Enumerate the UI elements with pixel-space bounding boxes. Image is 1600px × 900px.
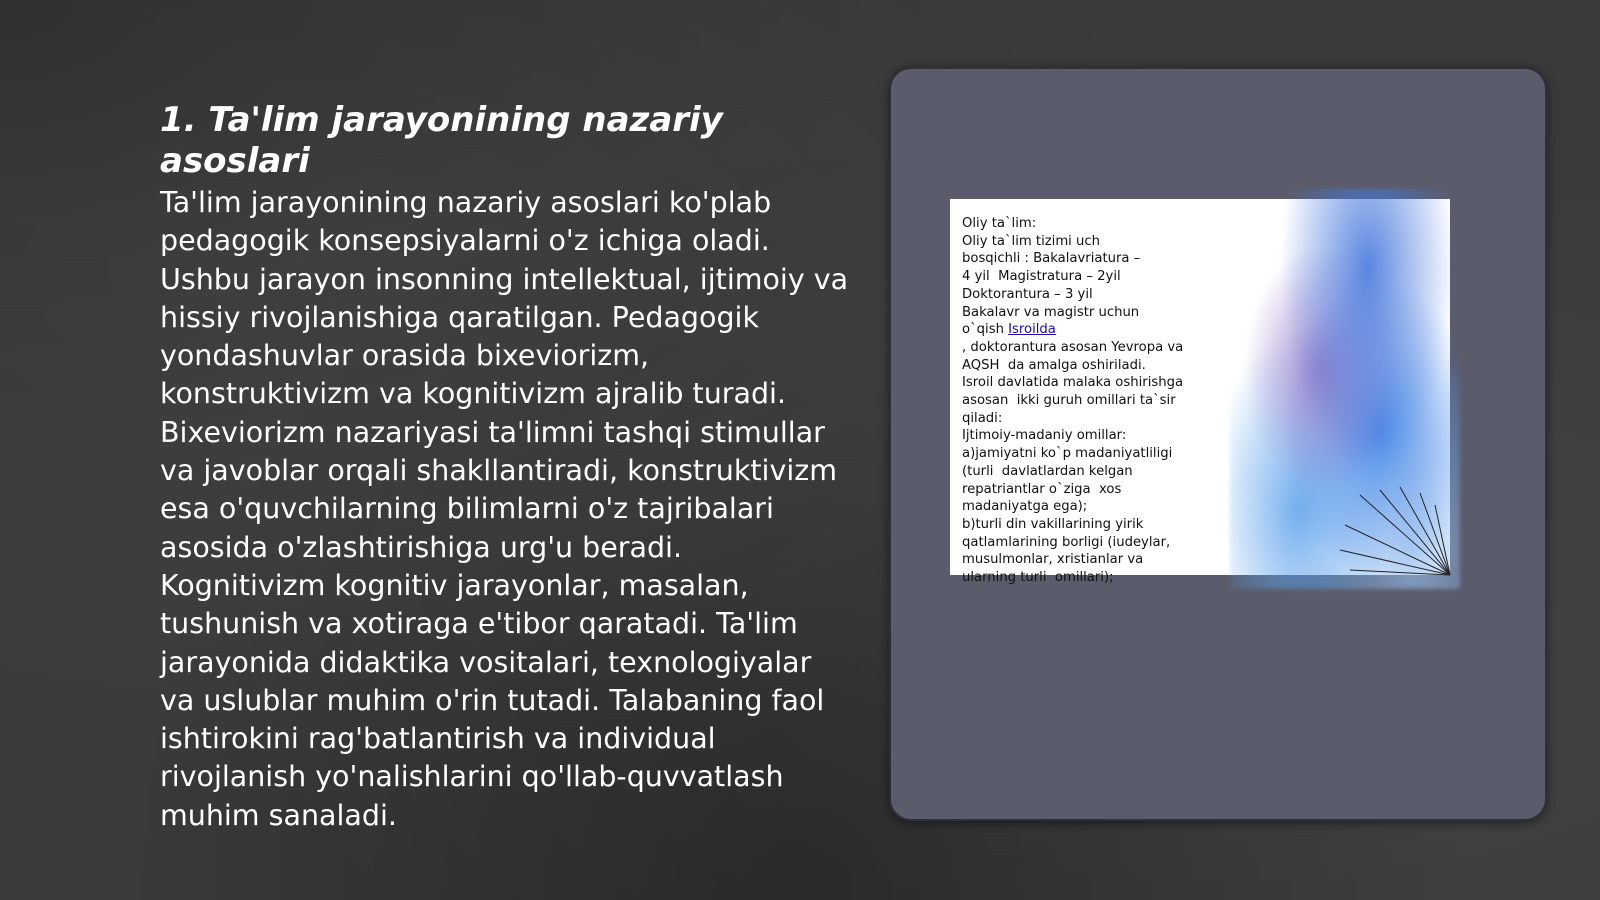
line-rays-decoration xyxy=(1340,485,1450,575)
document-text xyxy=(962,215,1252,587)
document-image xyxy=(950,199,1450,586)
document-text-part2: , doktorantura asosan Yevropa va AQSH da amalga oshiriladi. Isroil davlatida malaka oshirishga asosan ikki guruh omillari ta`sir qiladi: Ijtimoiy-madaniy omillar: a)jamiyatni ko`p madaniyatliligi (turli davlatlardan kelgan repatriantlar o`ziga xos madaniyatga ega); b)turli din vakillarining yirik qatlamlarining borligi (iudeylar, musulmonlar, xristianlar va ularning turli omillari); xyxy=(962,339,1184,586)
document-text-part1: Oliy ta`lim: Oliy ta`lim tizimi uch bosqichli : Bakalavriatura – 4 yil Magistratura – 2yil Doktorantura – 3 yil Bakalavr va magistr uchun o`qish xyxy=(962,216,1141,338)
slide-body-text: Ta'lim jarayonining nazariy asoslari ko'plab pedagogik konsepsiyalarni o'z ichiga oladi. Ushbu jarayon insonning intellektual, ijtimoiy va hissiy rivojlanishiga qaratilgan. Pedagogik yondashuvlar orasida bixeviorizm, konstruktivizm va kognitivizm ajralib turadi. Bixeviorizm nazariyasi ta'limni tashqi stimullar va javoblar orqali shakllantiradi, konstruktivizm esa o'quvchilarning bilimlarni o'z tajribalari asosida o'zlashtirishiga urg'u beradi. Kognitivizm kognitiv jarayonlar, masalan, tushunish va xotiraga e'tibor qaratadi. Ta'lim jarayonida didaktika vositalari, texnologiyalar va uslublar muhim o'rin tutadi. Talabaning faol ishtirokini rag'batlantirish va individual rivojlanish yo'nalishlarini qo'llab-quvvatlash muhim sanaladi. xyxy=(160,186,849,832)
document-link-isroilda[interactable]: Isroilda xyxy=(1008,322,1056,338)
slide-title: 1. Ta'lim jarayonining nazariy asoslari xyxy=(160,100,723,181)
